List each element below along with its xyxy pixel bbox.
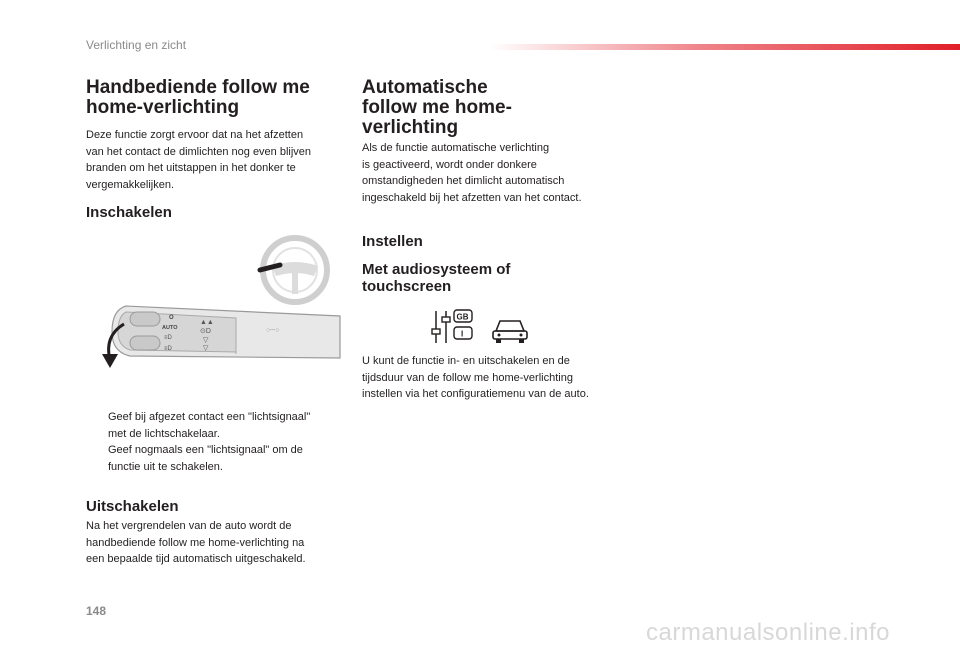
svg-text:○─○: ○─○ [266, 327, 280, 334]
config-menu-icons [430, 307, 532, 347]
enable-steps-list [86, 409, 346, 475]
configuration-text: U kunt de functie in- en uitschakelen en de tijdsduur van de follow me home-verlichting instellen via het configuratiemenu van de auto. [362, 355, 589, 400]
steering-wheel-icon [260, 238, 327, 302]
disable-text: Na het vergrendelen van de auto wordt de handbediende follow me home-verlichting na een bepaalde tijd automatisch uitgeschakeld. [86, 520, 306, 565]
disable-heading: Uitschakelen [86, 498, 179, 515]
watermark: carmanualsonline.info [646, 619, 890, 646]
list-item: Geef nogmaals een "lichtsignaal" om de functie uit te schakelen. [108, 444, 303, 473]
svg-text:⊙D: ⊙D [200, 328, 211, 335]
settings-sliders-icon [432, 310, 472, 343]
svg-text:≡D: ≡D [164, 346, 172, 352]
audio-touchscreen-heading: Met audiosysteem of touchscreen [362, 261, 511, 295]
page-number: 148 [86, 604, 107, 618]
stalk-off-label: O [169, 315, 174, 321]
language-badge: GB [456, 312, 469, 322]
header-accent-bar [490, 44, 960, 50]
enable-heading: Inschakelen [86, 204, 172, 221]
section-title: Verlichting en zicht [86, 38, 187, 52]
settings-heading: Instellen [362, 233, 423, 250]
list-item: Geef bij afgezet contact een "lichtsignaal" met de lichtschakelaar. [108, 411, 311, 440]
svg-text:≡D: ≡D [164, 335, 172, 341]
car-icon [493, 321, 527, 343]
manual-follow-me-intro: Deze functie zorgt ervoor dat na het afzetten van het contact de dimlichten nog even blijven branden om het uitstappen in het donker te vergemakkelijken. [86, 129, 312, 191]
automatic-follow-me-intro: Als de functie automatische verlichting is geactiveerd, wordt onder donkere omstandigheden het dimlicht automatisch ingeschakeld bij het afzetten van het contact. [362, 142, 582, 204]
info-badge: I [461, 329, 464, 339]
svg-text:▽: ▽ [203, 345, 209, 352]
svg-text:▲▲: ▲▲ [200, 319, 214, 326]
svg-text:▽: ▽ [203, 337, 209, 344]
manual-follow-me-title: Handbediende follow me home-verlichting [86, 77, 310, 118]
stalk-auto-label: AUTO [162, 325, 178, 331]
light-stalk-illustration [96, 232, 344, 374]
automatic-follow-me-title: Automatische follow me home- verlichting [362, 77, 512, 138]
